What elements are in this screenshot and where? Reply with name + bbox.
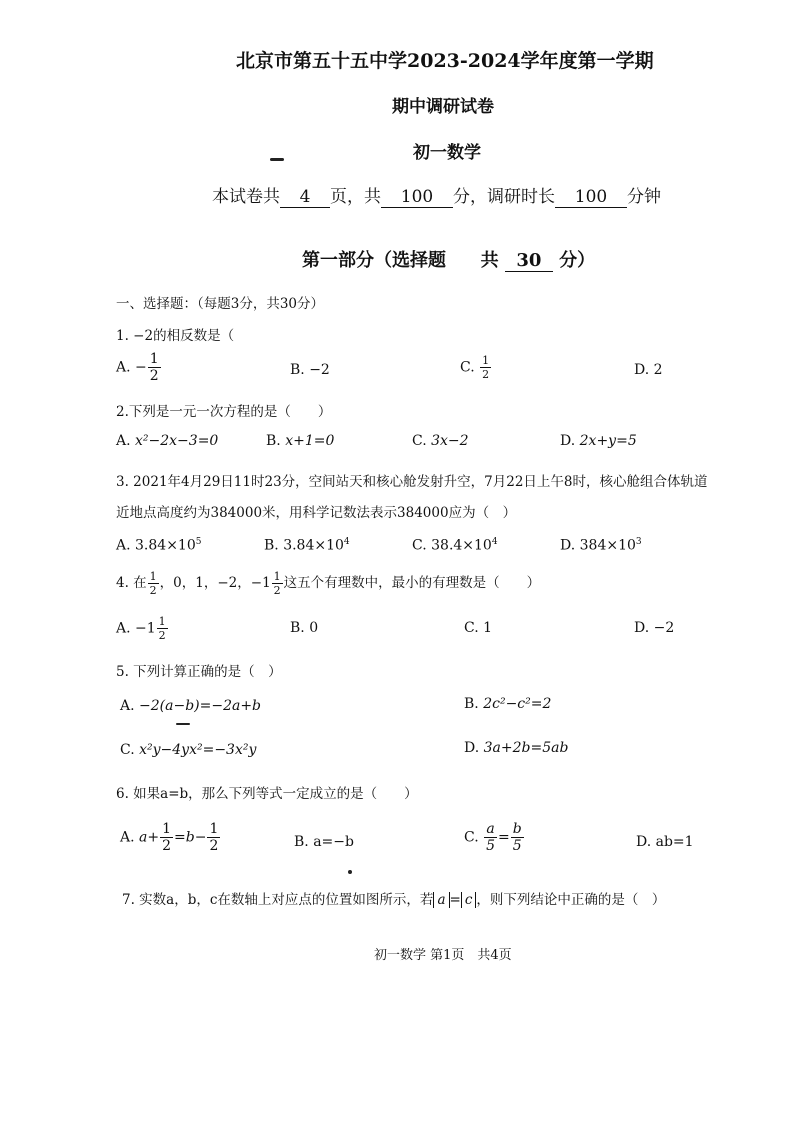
- q6-option-b: B. a=−b: [294, 834, 354, 850]
- base: 3.84×10: [135, 537, 196, 554]
- option-label: A.: [116, 433, 131, 449]
- fraction: [160, 822, 173, 853]
- expression: x²−2x−3=0: [135, 433, 219, 449]
- q1-option-c: [460, 355, 492, 380]
- q5-option-d: [464, 740, 568, 756]
- option-label: C.: [412, 433, 427, 449]
- q2-option-d: [560, 433, 637, 449]
- base: 3.84×10: [283, 537, 344, 554]
- numerator: b: [512, 821, 522, 837]
- part1-title-suffix: 分）: [559, 250, 596, 271]
- fraction: [511, 822, 524, 853]
- q2-option-b: [266, 433, 334, 449]
- q1-option-b: B. −2: [290, 362, 330, 378]
- score-suffix: 分，调研时长: [453, 187, 555, 207]
- q4-stem: [116, 571, 540, 596]
- equals-sign: =: [449, 892, 461, 908]
- q5-option-c: [120, 742, 256, 758]
- expression: 3a+2b=5ab: [483, 740, 569, 756]
- stem-suffix: ，则下列结论中正确的是（ ）: [476, 892, 666, 908]
- fraction: [157, 616, 168, 641]
- mixed-whole: −1: [250, 575, 271, 591]
- q4-option-b: B. 0: [290, 620, 319, 636]
- stem-prefix: 7. 实数a，b，c在数轴上对应点的位置如图所示，若: [122, 892, 434, 908]
- q6-stem: 6. 如果a=b，那么下列等式一定成立的是（ ）: [116, 786, 418, 802]
- option-label: A.: [120, 829, 135, 846]
- denominator: 5: [512, 838, 522, 854]
- total-score: 100: [381, 187, 453, 208]
- q6-option-a: [120, 822, 221, 853]
- q5-option-b: [464, 696, 551, 712]
- fraction: [148, 352, 161, 383]
- part1-title-mid: 共: [480, 250, 499, 271]
- mixed-whole: −1: [135, 620, 156, 637]
- abs-c: c: [461, 892, 477, 908]
- option-label: C.: [460, 359, 475, 376]
- q3-option-c: [412, 537, 498, 554]
- fraction: [484, 822, 497, 853]
- part1-title: [302, 246, 595, 272]
- option-label: C.: [120, 742, 135, 758]
- q2-stem: 2.下列是一元一次方程的是（ ）: [116, 404, 332, 420]
- q3-line1: 3. 2021年4月29日11时23分，空间站天和核心舱发射升空，7月22日上午8时，核心舱组合体轨道: [116, 474, 708, 490]
- exponent: 5: [195, 537, 202, 547]
- numerator: 1: [482, 354, 490, 367]
- numerator: 1: [162, 821, 172, 837]
- option-label: D.: [464, 740, 480, 756]
- time-suffix: 分钟: [627, 187, 661, 207]
- q2-option-c: [412, 433, 469, 449]
- stem-prefix: 4. 在: [116, 575, 147, 591]
- denominator: 2: [482, 368, 490, 381]
- q4-option-d: D. −2: [634, 620, 675, 636]
- base: 384×10: [579, 537, 636, 554]
- q6-option-d: D. ab=1: [636, 834, 694, 850]
- option-label: A.: [116, 537, 131, 554]
- option-label: C.: [464, 829, 479, 846]
- pages-suffix: 页，共: [330, 187, 381, 207]
- q3-option-d: [560, 537, 642, 554]
- option-label: B.: [464, 696, 479, 712]
- expression-left: a+: [139, 829, 160, 846]
- exponent: 4: [343, 537, 350, 547]
- numerator: a: [486, 821, 495, 837]
- exponent: 3: [635, 537, 642, 547]
- expression: 2c²−c²=2: [483, 696, 552, 712]
- stem-suffix: 这五个有理数中，最小的有理数是（ ）: [283, 575, 541, 591]
- q5-option-a: [120, 698, 261, 714]
- q4-option-c: C. 1: [464, 620, 493, 636]
- scan-mark: [176, 723, 190, 725]
- part1-score: 30: [505, 250, 553, 272]
- q7-stem: [122, 888, 665, 908]
- page-footer: 初一数学 第1页 共4页: [374, 948, 512, 963]
- q3-option-b: [264, 537, 350, 554]
- q1-option-a: [116, 352, 162, 383]
- denominator: 2: [158, 629, 166, 642]
- sign: −: [135, 359, 147, 376]
- expression: 2x+y=5: [579, 433, 637, 449]
- equals-sign: =: [498, 829, 510, 846]
- fraction: [480, 355, 491, 380]
- base: 38.4×10: [431, 537, 492, 554]
- stem-mid: ，0，1，−2，: [159, 575, 251, 591]
- numerator: 1: [149, 351, 159, 367]
- exponent: 4: [491, 537, 498, 547]
- exam-title: 期中调研试卷: [392, 97, 494, 117]
- abs-a: a: [433, 892, 449, 908]
- numerator: 1: [149, 570, 157, 583]
- school-title: 北京市第五十五中学2023-2024学年度第一学期: [236, 50, 654, 72]
- option-label: D.: [560, 537, 576, 554]
- expression: 3x−2: [431, 433, 469, 449]
- denominator: 2: [149, 584, 157, 597]
- option-label: A.: [120, 698, 135, 714]
- pages-prefix: 本试卷共: [212, 187, 280, 207]
- fraction: [207, 822, 220, 853]
- denominator: 2: [209, 838, 219, 854]
- denominator: 5: [486, 838, 496, 854]
- q5-stem: 5. 下列计算正确的是（ ）: [116, 664, 282, 680]
- option-label: A.: [116, 620, 131, 637]
- q3-line2: 近地点高度约为384000米，用科学记数法表示384000应为（ ）: [116, 505, 517, 521]
- q2-option-a: [116, 433, 218, 449]
- exam-time: 100: [555, 187, 627, 208]
- fraction: [148, 571, 159, 596]
- q1-option-d: D. 2: [634, 362, 663, 378]
- numerator: 1: [209, 821, 219, 837]
- option-label: B.: [266, 433, 281, 449]
- denominator: 2: [273, 584, 281, 597]
- scan-mark: [348, 870, 352, 874]
- expression: −2(a−b)=−2a+b: [139, 698, 262, 714]
- numerator: 1: [273, 570, 281, 583]
- q1-stem: 1. −2的相反数是（: [116, 328, 235, 344]
- expression: x²y−4yx²=−3x²y: [139, 742, 257, 758]
- expression-mid: =b−: [174, 829, 207, 846]
- option-label: C.: [412, 537, 427, 554]
- fraction: [272, 571, 283, 596]
- pages-count: 4: [280, 187, 330, 208]
- section1-title: 一、选择题：（每题3分，共30分）: [116, 296, 325, 312]
- numerator: 1: [158, 615, 166, 628]
- option-label: B.: [264, 537, 279, 554]
- exam-info: [212, 182, 661, 208]
- expression: x+1=0: [285, 433, 335, 449]
- denominator: 2: [149, 368, 159, 384]
- option-label: D.: [560, 433, 576, 449]
- scan-mark: [270, 158, 284, 161]
- part1-title-prefix: 第一部分（选择题: [302, 250, 446, 271]
- q6-option-c: [464, 822, 525, 853]
- q4-option-a: [116, 616, 169, 641]
- option-label: A.: [116, 359, 131, 376]
- denominator: 2: [162, 838, 172, 854]
- q3-option-a: [116, 537, 201, 554]
- subject-title: 初一数学: [413, 143, 481, 163]
